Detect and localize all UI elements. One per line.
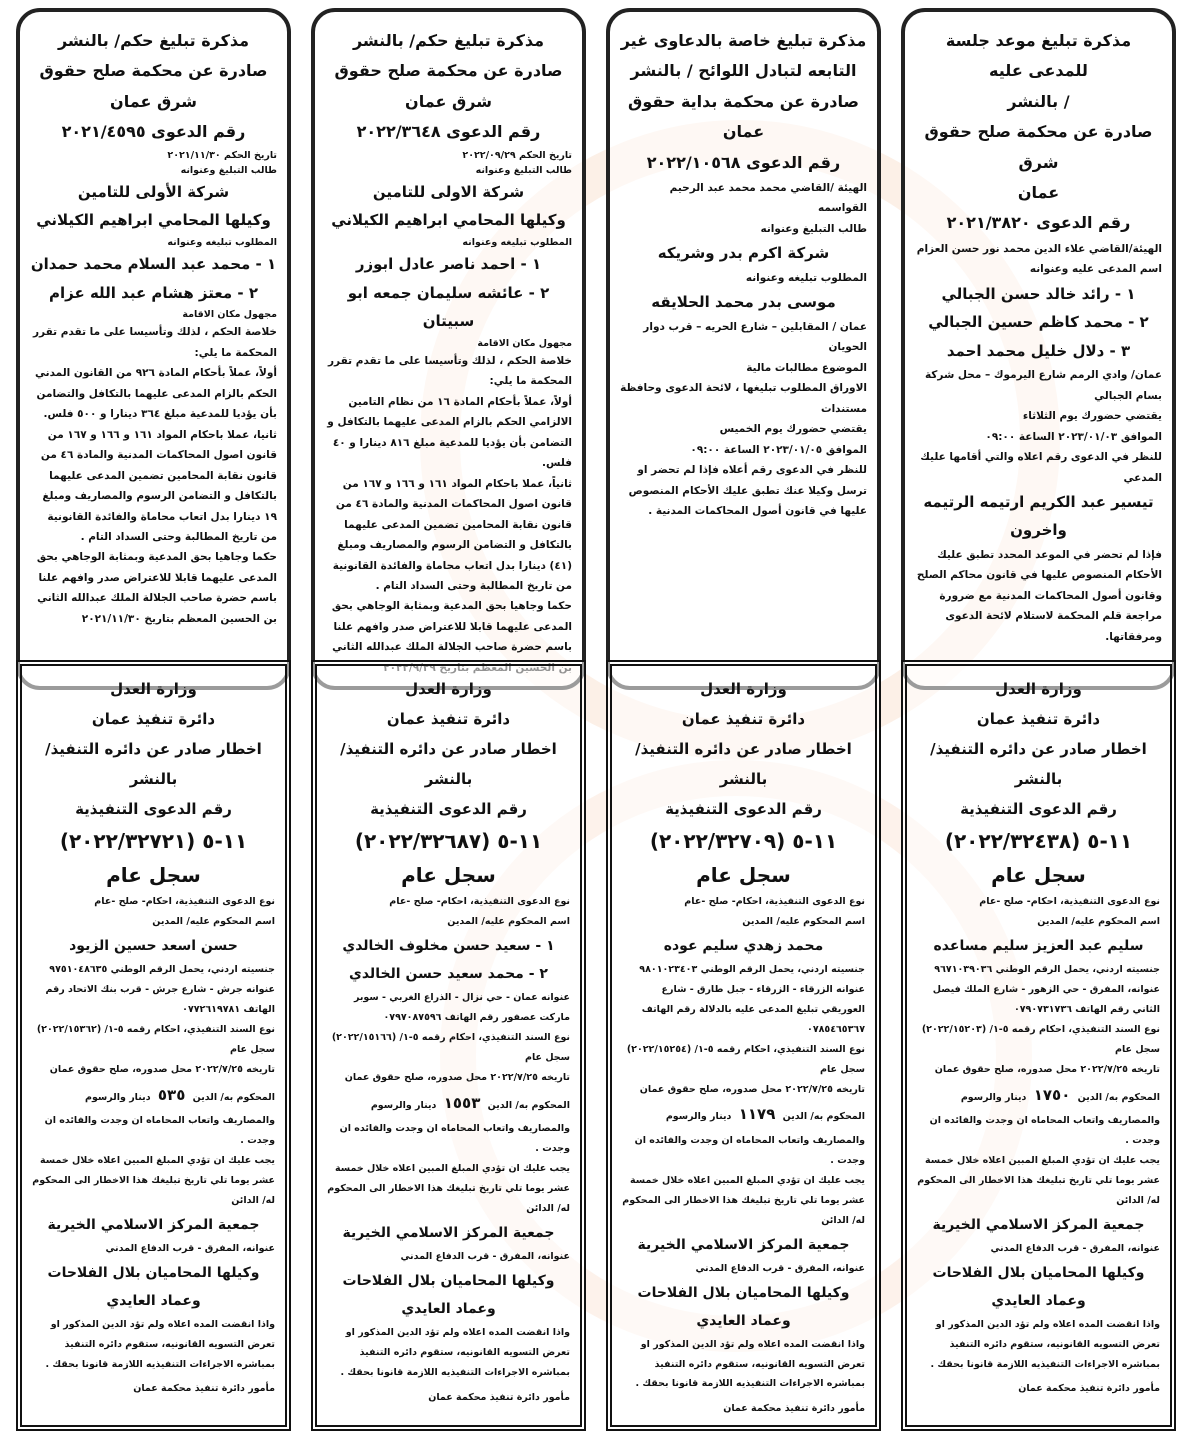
notice-title: اخطار صادر عن دائره التنفيذ/ بالنشر <box>340 740 557 788</box>
signature: مأمور دائرة تنفيذ محكمة عمان <box>428 1391 570 1403</box>
notice-text: عمان/ وادي الرمم شارع اليرموك – محل شركة بسام الجبالي <box>924 369 1162 402</box>
notice-text: المطلوب تبليغه وعنوانه <box>167 236 277 248</box>
creditor-name: جمعية المركز الاسلامي الخيرية <box>342 1224 555 1241</box>
notice-text: طالب التبليغ وعنوانه <box>760 222 867 235</box>
payment-notice: يجب عليك ان تؤدي المبلغ المبين اعلاه خلال خمسة عشر يوما تلي تاريخ تبليغك هذا الاخطار الى المحكوم له/ الدائن <box>32 1154 275 1206</box>
case-number: ١١-٥ (٢٠٢٢/٣٢٧٢١) سجل عام <box>59 829 248 887</box>
debtor-name: ١ - سعيد حسن مخلوف الخالدي <box>342 937 555 954</box>
case-label: رقم الدعوى التنفيذية <box>370 800 527 818</box>
payment-notice: يجب عليك ان تؤدي المبلغ المبين اعلاه خلال خمسة عشر يوما تلي تاريخ تبليغك هذا الاخطار الى المحكوم له/ الدائن <box>622 1174 865 1226</box>
debtor-label: اسم المحكوم عليه/ المدين <box>152 915 275 927</box>
notice-text: فإذا لم تحضر في الموعد المحدد تطبق عليك الأحكام المنصوص عليها في قانون محاكم الصلح وقانون أصول المحاكمات المدنية مع ضرورة مراجعة قلم المحكمة لاستلام لائحة الدعوى ومرفقاتها. <box>916 548 1162 643</box>
debtor-label: اسم المحكوم عليه/ المدين <box>1037 915 1160 927</box>
debtor-name: محمد زهدي سليم عوده <box>663 937 824 954</box>
party-name: تيسير عبد الكريم ارتيمه الرتيمه واخرون <box>923 492 1154 540</box>
amount-line <box>32 1080 275 1151</box>
court-notice <box>311 8 586 690</box>
notice-heading: مذكرة تبليغ موعد جلسة للمدعى عليه <box>945 31 1132 81</box>
notice-text: الموضوع مطالبات مالية <box>746 361 867 374</box>
notice-heading: صادرة عن محكمة صلح حقوق شرق <box>924 122 1153 172</box>
case-label: رقم الدعوى التنفيذية <box>665 800 822 818</box>
creditor-name: جمعية المركز الاسلامي الخيرية <box>637 1236 850 1253</box>
amount-suffix: دينار والرسوم والمصاريف واتعاب المحاماه ان وجدت والفائده ان وجدت . <box>634 1111 865 1166</box>
amount-prefix: المحكوم به/ الدين <box>192 1091 275 1103</box>
national-id: جنسيته اردني، يحمل الرقم الوطني ٩٧٥١٠٤٨٦٣٥ <box>49 963 275 975</box>
notice-heading: صادرة عن محكمة صلح حقوق شرق عمان <box>334 61 563 111</box>
deed-date: تاريخه ٢٠٢٢/٧/٢٥ محل صدوره، صلح حقوق عمان <box>934 1063 1160 1075</box>
creditor-name: جمعية المركز الاسلامي الخيرية <box>47 1216 260 1233</box>
notice-text: أولاً، عملاً بأحكام المادة ٩٢٦ من القانون المدني الحكم بالزام المدعى عليهما بالتكافل والتضامن بأن يؤديا للمدعية مبلغ ٣٦٤ دينارا و ٥٠٠ فلس. <box>35 367 277 421</box>
national-id: جنسيته اردني، يحمل الرقم الوطني ٩٨٠١٠٢٣٤٠٣ <box>639 963 865 975</box>
notice-heading: صادرة عن محكمة صلح حقوق شرق عمان <box>39 61 268 111</box>
debtor-address: عنوانه، المفرق - حي الزهور - شارع الملك فيصل الثاني رقم الهاتف ٠٧٩٠٧٣١٧٣٦ <box>932 983 1160 1015</box>
court-notice <box>606 8 881 690</box>
notice-text: الاوراق المطلوب تبليغها ، لائحة الدعوى وحافظة مستندات <box>620 382 867 415</box>
amount-suffix: دينار والرسوم والمصاريف واتعاب المحاماه ان وجدت والفائده ان وجدت . <box>44 1091 275 1146</box>
deed-info: نوع السند التنفيذي، احكام رقمه ٥-١/ (٢٠٢٢/١٥١٦٦) سجل عام <box>331 1031 570 1063</box>
amount-line <box>327 1088 570 1159</box>
ministry-heading: وزارة العدل <box>700 680 787 698</box>
execution-notice <box>311 660 586 1431</box>
notice-text: ثانياً، عملا باحكام المواد ١٦١ و ١٦٦ و ١٦٧ من قانون اصول المحاكمات المدنية والمادة ٤٦ من قانون نقابة المحامين تضمين المدعى عليهما بالتكافل و التضامن الرسوم والمصاريف ومبلغ (٤١) دينارا بدل اتعاب محاماة والفائدة القانونية من تاريخ المطالبة وحتى السداد التام . <box>332 477 572 592</box>
court-notice <box>16 8 291 690</box>
signature: مأمور دائرة تنفيذ محكمة عمان <box>723 1403 865 1415</box>
lawyers-names: وكيلها المحاميان بلال الفلاحات وعماد العايدي <box>342 1272 555 1317</box>
department-heading: دائرة تنفيذ عمان <box>91 710 216 728</box>
notice-heading: صادرة عن محكمة بداية حقوق عمان <box>628 91 859 142</box>
notice-text: عمان / المقابلين – شارع الحريه – قرب دوار الحويان <box>643 320 867 354</box>
warning-text: واذا انقضت المده اعلاه ولم تؤد الدين المذكور او تعرض التسويه القانونيه، ستقوم دائره التنفيذ بمباشره الاجراءات التنفيذيه اللازمة قانونا بحقك . <box>340 1326 570 1378</box>
notice-heading: رقم الدعوى ٢٠٢١/٣٨٢٠ <box>946 213 1131 233</box>
execution-notice <box>901 660 1176 1431</box>
department-heading: دائرة تنفيذ عمان <box>976 710 1101 728</box>
case-label: رقم الدعوى التنفيذية <box>75 800 232 818</box>
case-number: ١١-٥ (٢٠٢٢/٣٢٤٣٨) سجل عام <box>944 829 1133 887</box>
notice-heading: مذكرة تبليغ حكم/ بالنشر <box>352 31 545 50</box>
notice-text: يقتضي حضورك يوم الثلاثاء <box>1022 410 1162 423</box>
debtor-address: عنوانه جرش - شارع جرش - قرب بنك الاتحاد رقم الهاتف ٠٧٧٢٦١٩٧٨١ <box>45 983 275 1015</box>
notice-text: الهيئة/القاضي علاء الدين محمد نور حسن العزام <box>916 242 1162 255</box>
execution-notice <box>16 660 291 1431</box>
party-name: ٢ - عائشه سليمان جمعه ابو سبيتان <box>347 283 550 331</box>
case-type: نوع الدعوى التنفيذية، احكام- صلح -عام <box>979 896 1160 907</box>
amount-prefix: المحكوم به/ الدين <box>487 1099 570 1111</box>
debtor-address: عنوانه الزرقاء - الزرقاء - جبل طارق - شارع العوريقي تبليغ المدعى عليه بالدلالة رقم الهاتف ٠٧٨٥٤٦٥٣٦٧ <box>641 983 865 1035</box>
notice-text: الهيئة /القاضي محمد محمد عبد الرحيم القواسمه <box>669 181 867 215</box>
notice-text: أولاً، عملاً بأحكام المادة ١٦ من نظام التامين الالزامي الحكم بالزام المدعى عليهما بالتكافل و التضامن بأن يؤديا للمدعية مبلغ ٨١٦ دينارا و ٤٠ فلس. <box>327 395 572 470</box>
creditor-name: جمعية المركز الاسلامي الخيرية <box>932 1216 1145 1233</box>
court-notice <box>901 8 1176 690</box>
lawyers-names: وكيلها المحاميان بلال الفلاحات وعماد العايدي <box>932 1264 1145 1309</box>
case-number: ١١-٥ (٢٠٢٢/٣٢٦٨٧) سجل عام <box>354 829 543 887</box>
national-id: جنسيته اردني، يحمل الرقم الوطني ٩٦٧١٠٣٩٠٣٦ <box>934 963 1160 975</box>
notice-text: اسم المدعى عليه وعنوانه <box>1029 263 1162 276</box>
notice-text: للنظر في الدعوى رقم اعلاه والتي أقامها عليك المدعي <box>920 451 1162 484</box>
party-name: موسى بدر محمد الحلايقه <box>651 293 836 312</box>
debtor-name: ٢ - محمد سعيد حسن الخالدي <box>349 965 548 982</box>
notice-text: الموافق ٢٠٢٣/٠١/٠٥ الساعة ٠٩:٠٠ <box>690 443 867 456</box>
debtor-address: عنوانه عمان - حي نزال - الذراع الغربي - سوبر ماركت عصفور رقم الهاتف ٠٧٩٧٠٨٧٥٩٦ <box>353 991 570 1023</box>
warning-text: واذا انقضت المده اعلاه ولم تؤد الدين المذكور او تعرض التسويه القانونيه، ستقوم دائره التنفيذ بمباشره الاجراءات التنفيذيه اللازمة قانونا بحقك . <box>45 1318 275 1370</box>
debtor-label: اسم المحكوم عليه/ المدين <box>447 915 570 927</box>
notice-heading: التابعه لتبادل اللوائح / بالنشر <box>630 61 857 81</box>
case-label: رقم الدعوى التنفيذية <box>960 800 1117 818</box>
notice-heading: رقم الدعوى ٢٠٢٢/٣٦٤٨ <box>356 122 541 142</box>
notice-text: المطلوب تبليغه وعنوانه <box>462 236 572 248</box>
notice-text: حكما وجاهيا بحق المدعية وبمثابة الوجاهي بحق المدعى عليهما قابلا للاعتراض صدر وافهم علنا باسم حضرة صاحب الجلالة الملك عبدالله الثاني بن الحسين المعظم بتاريخ ٢٠٢١/١١/٣٠ <box>36 551 277 625</box>
notice-text: طالب التبليغ وعنوانه <box>180 164 277 176</box>
party-name: ٢ - معتز هشام عبد الله عزام <box>49 283 258 302</box>
party-name: ١ - احمد ناصر عادل ابوزر <box>355 255 542 274</box>
notice-title: اخطار صادر عن دائره التنفيذ/ بالنشر <box>930 740 1147 788</box>
amount-suffix: دينار والرسوم والمصاريف واتعاب المحاماه ان وجدت والفائده ان وجدت . <box>339 1099 570 1154</box>
payment-notice: يجب عليك ان تؤدي المبلغ المبين اعلاه خلال خمسة عشر يوما تلي تاريخ تبليغك هذا الاخطار الى المحكوم له/ الدائن <box>917 1154 1160 1206</box>
deed-info: نوع السند التنفيذي، احكام رقمه ٥-١/ (٢٠٢٢/١٥٣٦٢) سجل عام <box>36 1023 275 1055</box>
signature: مأمور دائرة تنفيذ محكمة عمان <box>1018 1383 1160 1395</box>
amount-prefix: المحكوم به/ الدين <box>782 1111 865 1123</box>
deed-date: تاريخه ٢٠٢٢/٧/٢٥ محل صدوره، صلح حقوق عمان <box>344 1071 570 1083</box>
ministry-heading: وزارة العدل <box>995 680 1082 698</box>
amount-value: ١٧٥٠ <box>1033 1085 1071 1104</box>
warning-text: واذا انقضت المده اعلاه ولم تؤد الدين المذكور او تعرض التسويه القانونيه، ستقوم دائره التنفيذ بمباشره الاجراءات التنفيذيه اللازمة قانونا بحقك . <box>635 1338 865 1390</box>
execution-notice <box>606 660 881 1431</box>
amount-line <box>622 1099 865 1170</box>
party-name: وكيلها المحامي ابراهيم الكيلاني <box>331 211 566 230</box>
department-heading: دائرة تنفيذ عمان <box>386 710 511 728</box>
case-type: نوع الدعوى التنفيذية، احكام- صلح -عام <box>389 896 570 907</box>
amount-value: ١١٧٩ <box>738 1105 776 1124</box>
notice-heading: مذكرة تبليغ خاصة بالدعاوى غير <box>620 31 867 50</box>
lawyers-names: وكيلها المحاميان بلال الفلاحات وعماد العايدي <box>637 1284 850 1329</box>
deed-info: نوع السند التنفيذي، احكام رقمه ٥-١/ (٢٠٢٢/١٥٢٥٤) سجل عام <box>626 1043 865 1075</box>
amount-line <box>917 1080 1160 1151</box>
department-heading: دائرة تنفيذ عمان <box>681 710 806 728</box>
amount-value: ٥٣٥ <box>157 1085 186 1104</box>
execution-notices-row <box>16 660 1176 1415</box>
debtor-name: سليم عبد العزيز سليم مساعده <box>933 937 1144 954</box>
amount-value: ١٥٥٣ <box>443 1093 481 1112</box>
case-type: نوع الدعوى التنفيذية، احكام- صلح -عام <box>684 896 865 907</box>
case-type: نوع الدعوى التنفيذية، احكام- صلح -عام <box>94 896 275 907</box>
notice-title: اخطار صادر عن دائره التنفيذ/ بالنشر <box>635 740 852 788</box>
notice-text: تاريخ الحكم ٢٠٢٢/٠٩/٢٩ <box>462 149 572 161</box>
notice-text: حكما وجاهيا بحق المدعية وبمثابة الوجاهي بحق المدعى عليهما قابلا للاعتراض صدر وافهم علنا باسم حضرة صاحب الجلالة الملك عبدالله الثاني <box>331 600 572 654</box>
notice-text: خلاصة الحكم ، لذلك وتأسيسا على ما تقدم تقرر المحكمة ما يلي: <box>328 354 572 388</box>
deed-info: نوع السند التنفيذي، احكام رقمه ٥-١/ (٢٠٢٢/١٥٢٠٣) سجل عام <box>921 1023 1160 1055</box>
amount-prefix: المحكوم به/ الدين <box>1077 1091 1160 1103</box>
notice-title: اخطار صادر عن دائره التنفيذ/ بالنشر <box>45 740 262 788</box>
notice-text: طالب التبليغ وعنوانه <box>475 164 572 176</box>
notice-text: يقتضي حضورك يوم الخميس <box>719 423 867 436</box>
creditor-address: عنوانه، المفرق - قرب الدفاع المدني <box>105 1242 275 1254</box>
deed-date: تاريخه ٢٠٢٢/٧/٢٥ محل صدوره، صلح حقوق عمان <box>49 1063 275 1075</box>
notice-heading: عمان <box>1017 182 1060 202</box>
court-notices-row <box>16 8 1176 654</box>
notice-text: تاريخ الحكم ٢٠٢١/١١/٣٠ <box>167 149 277 161</box>
notice-text: مجهول مكان الاقامة <box>182 309 277 321</box>
notice-text: مجهول مكان الاقامة <box>477 337 572 349</box>
notice-heading: رقم الدعوى ٢٠٢٢/١٠٥٦٨ <box>646 152 841 172</box>
case-number: ١١-٥ (٢٠٢٢/٣٢٧٠٩) سجل عام <box>649 829 838 887</box>
party-name: ١ - محمد عبد السلام محمد حمدان <box>30 255 277 274</box>
notice-heading: / بالنشر <box>1007 91 1070 111</box>
creditor-address: عنوانه، المفرق - قرب الدفاع المدني <box>695 1262 865 1274</box>
debtor-name: حسن اسعد حسين الزيود <box>69 937 238 954</box>
party-name: ٢ - محمد كاظم حسين الجبالي <box>928 313 1149 332</box>
party-name: ١ - رائد خالد حسن الجبالي <box>941 284 1136 303</box>
notice-heading: رقم الدعوى ٢٠٢١/٤٥٩٥ <box>61 122 246 142</box>
debtor-label: اسم المحكوم عليه/ المدين <box>742 915 865 927</box>
ministry-heading: وزارة العدل <box>110 680 197 698</box>
payment-notice: يجب عليك ان تؤدي المبلغ المبين اعلاه خلال خمسة عشر يوما تلي تاريخ تبليغك هذا الاخطار الى المحكوم له/ الدائن <box>327 1162 570 1214</box>
ministry-heading: وزارة العدل <box>405 680 492 698</box>
party-name: شركة الأولى للتامين <box>77 182 230 201</box>
notice-text: للنظر في الدعوى رقم أعلاه فإذا لم تحضر او ترسل وكيلا عنك تطبق عليك الأحكام المنصوص عليها في قانون أصول المحاكمات المدنية . <box>628 464 867 518</box>
party-name: وكيلها المحامي ابراهيم الكيلاني <box>36 211 271 230</box>
signature: مأمور دائرة تنفيذ محكمة عمان <box>133 1383 275 1395</box>
creditor-address: عنوانه، المفرق - قرب الدفاع المدني <box>400 1250 570 1262</box>
amount-suffix: دينار والرسوم والمصاريف واتعاب المحاماه ان وجدت والفائده ان وجدت . <box>929 1091 1160 1146</box>
party-name: ٣ - دلال خليل محمد احمد <box>946 341 1131 360</box>
lawyers-names: وكيلها المحاميان بلال الفلاحات وعماد العايدي <box>47 1264 260 1309</box>
notice-heading: مذكرة تبليغ حكم/ بالنشر <box>57 31 250 50</box>
creditor-address: عنوانه، المفرق - قرب الدفاع المدني <box>990 1242 1160 1254</box>
warning-text: واذا انقضت المده اعلاه ولم تؤد الدين المذكور او تعرض التسويه القانونيه، ستقوم دائره التنفيذ بمباشره الاجراءات التنفيذيه اللازمة قانونا بحقك . <box>930 1318 1160 1370</box>
party-name: شركة اكرم بدر وشريكه <box>657 244 830 263</box>
notice-text: ثانيا، عملا باحكام المواد ١٦١ و ١٦٦ و ١٦٧ من قانون اصول المحاكمات المدنية والمادة ٤٦ من قانون نقابة المحامين تضمين المدعى عليهما بالتكافل و التضامن الرسوم والمصاريف ومبلغ ١٩ دينارا بدل اتعاب محاماة والفائدة القانونية من تاريخ المطالبة وحتى السداد التام . <box>40 428 277 543</box>
party-name: شركة الاولى للتامين <box>372 182 525 201</box>
notice-text: خلاصة الحكم ، لذلك وتأسيسا على ما تقدم تقرر المحكمة ما يلي: <box>33 326 277 359</box>
notice-text: الموافق ٢٠٢٣/٠١/٠٣ الساعة ٠٩:٠٠ <box>985 430 1162 443</box>
notice-text: المطلوب تبليغه وعنوانه <box>745 271 867 284</box>
deed-date: تاريخه ٢٠٢٢/٧/٢٥ محل صدوره، صلح حقوق عمان <box>639 1083 865 1095</box>
